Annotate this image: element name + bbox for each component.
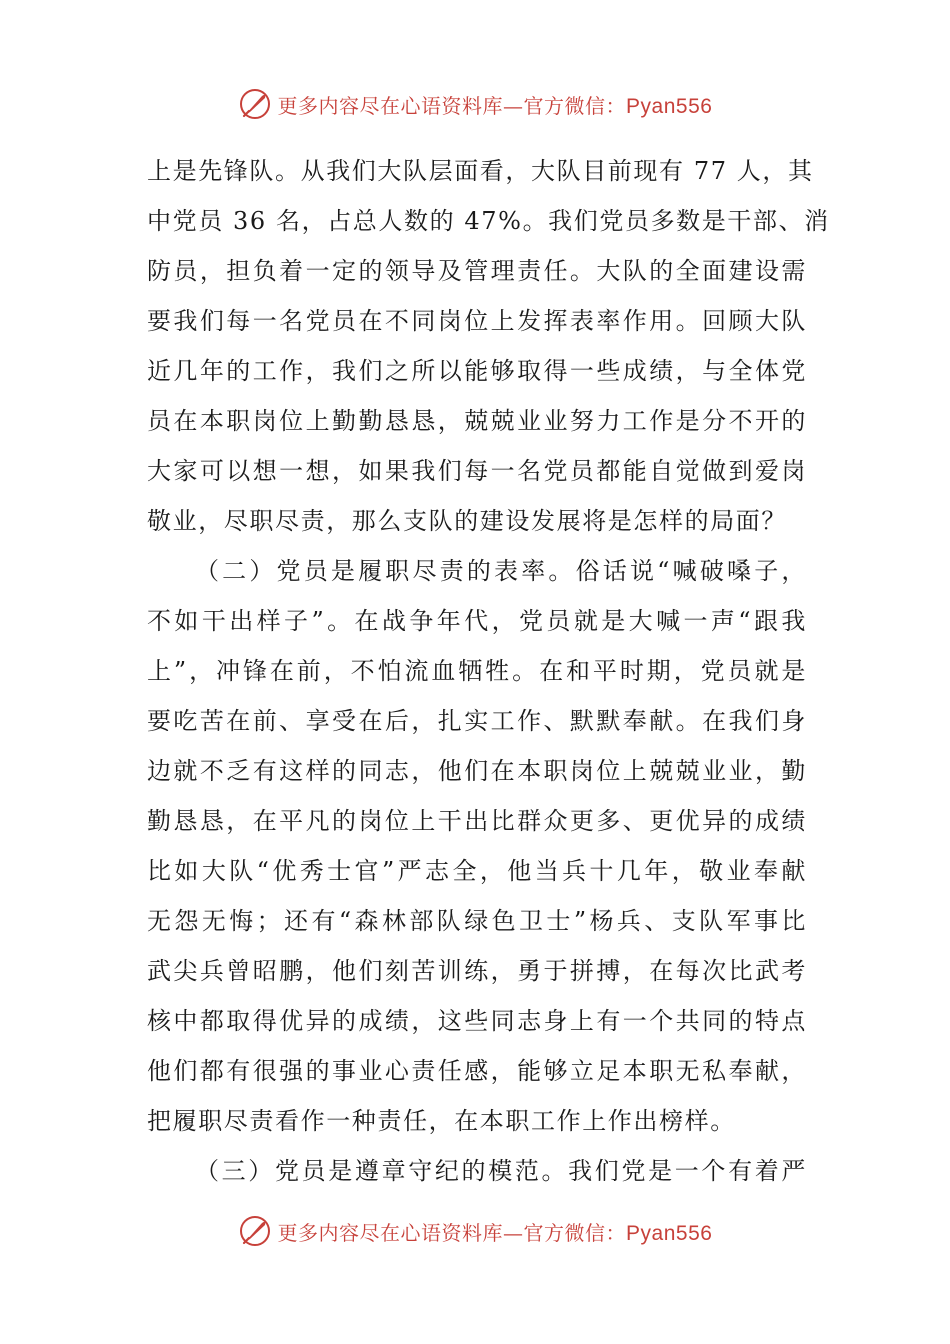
text-line: 边就不乏有这样的同志，他们在本职岗位上兢兢业业，勤 <box>147 757 807 785</box>
footer-wechat-id: Pyan556 <box>626 1221 713 1245</box>
text-line: 勤恳恳，在平凡的岗位上干出比群众更多、更优异的成绩 <box>147 807 807 835</box>
text-line: 近几年的工作，我们之所以能够取得一些成绩，与全体党 <box>147 357 807 385</box>
text-line: 员在本职岗位上勤勤恳恳，兢兢业业努力工作是分不开的 <box>147 407 807 435</box>
paragraph-start-line: （二）党员是履职尽责的表率。俗话说“喊破嗓子， <box>195 557 807 585</box>
text-line: 大家可以想一想，如果我们每一名党员都能自觉做到爱岗 <box>147 457 807 485</box>
text-line: 上”，冲锋在前，不怕流血牺牲。在和平时期，党员就是 <box>147 657 807 685</box>
paragraph-start-line: （三）党员是遵章守纪的模范。我们党是一个有着严 <box>195 1157 807 1185</box>
text-line: 无怨无悔；还有“森林部队绿色卫士”杨兵、支队军事比 <box>147 907 807 935</box>
quill-logo-icon <box>238 1214 272 1248</box>
quill-logo-icon <box>238 87 272 121</box>
text-line: 核中都取得优异的成绩，这些同志身上有一个共同的特点 <box>147 1007 807 1035</box>
text-line: 要吃苦在前、享受在后，扎实工作、默默奉献。在我们身 <box>147 707 807 735</box>
header-banner <box>0 84 950 124</box>
footer-banner <box>0 1211 950 1251</box>
header-wechat-id: Pyan556 <box>626 94 713 118</box>
text-line: 上是先锋队。从我们大队层面看，大队目前现有 77 人，其 <box>147 157 814 185</box>
text-line: 防员，担负着一定的领导及管理责任。大队的全面建设需 <box>147 257 807 285</box>
text-line: 敬业，尽职尽责，那么支队的建设发展将是怎样的局面？ <box>147 507 787 535</box>
header-banner-text: 更多内容尽在心语资料库—官方微信：Pyan556 <box>277 93 713 118</box>
body-text <box>147 146 830 1196</box>
text-line: 武尖兵曾昭鹏，他们刻苦训练，勇于拼搏，在每次比武考 <box>147 957 807 985</box>
footer-banner-text: 更多内容尽在心语资料库—官方微信：Pyan556 <box>277 1220 713 1245</box>
text-line: 比如大队“优秀士官”严志全，他当兵十几年，敬业奉献 <box>147 857 807 885</box>
text-line: 把履职尽责看作一种责任，在本职工作上作出榜样。 <box>147 1107 736 1135</box>
text-line: 要我们每一名党员在不同岗位上发挥表率作用。回顾大队 <box>147 307 807 335</box>
text-line: 他们都有很强的事业心责任感，能够立足本职无私奉献， <box>147 1057 807 1085</box>
text-line: 中党员 36 名，占总人数的 47%。我们党员多数是干部、消 <box>147 207 830 235</box>
text-line: 不如干出样子”。在战争年代，党员就是大喊一声“跟我 <box>147 607 807 635</box>
